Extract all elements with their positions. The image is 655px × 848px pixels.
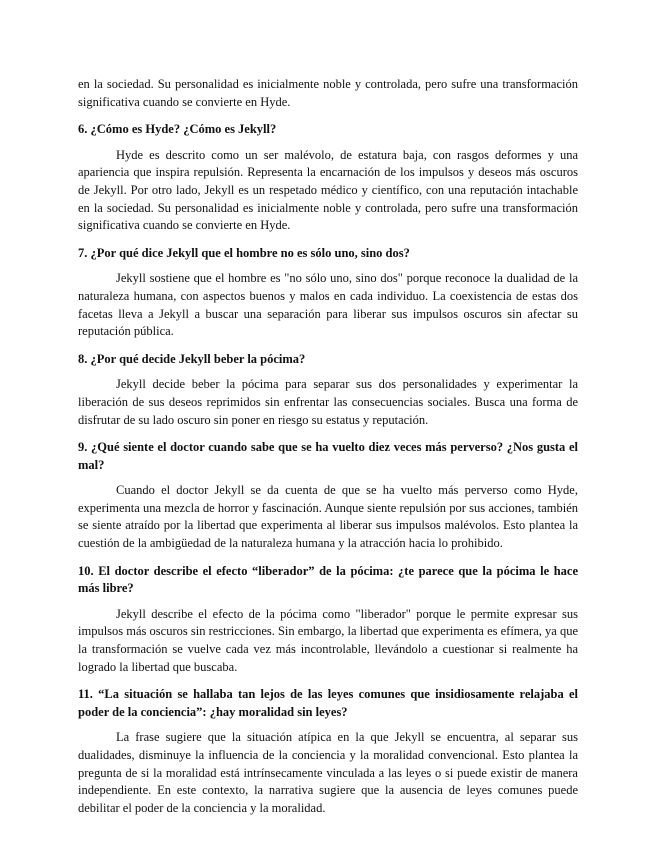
answer-10-paragraph: Jekyll describe el efecto de la pócima como "liberador" porque le permite expresar sus impulsos más oscuros sin restricciones. Sin embargo, la libertad que experimenta es efímera, ya que la transformación se vuelve cada vez más incontrolable, llevándolo a cuestionar si realmente ha logrado la libertad que buscaba. [78,606,578,674]
question-8-heading: 8. ¿Por qué decide Jekyll beber la pócima? [78,351,306,366]
answer-6-paragraph: Hyde es descrito como un ser malévolo, de estatura baja, con rasgos deformes y una apariencia que inspira repulsión. Representa la encarnación de los impulsos y deseos más oscuros de Jekyll. Por otro lado, Jekyll es un respetado médico y científico, con una reputación intachable en la sociedad. Su personalidad es inicialmente noble y controlada, pero sufre una transformación significativa cuando se convierte en Hyde. [78,147,578,233]
question-6-heading: 6. ¿Cómo es Hyde? ¿Cómo es Jekyll? [78,122,277,137]
intro-paragraph: en la sociedad. Su personalidad es inicialmente noble y controlada, pero sufre una transformación significativa cuando se convierte en Hyde. [78,77,578,109]
question-10-heading: 10. El doctor describe el efecto “liberador” de la pócima: ¿te parece que la pócima le hace más libre? [78,563,578,596]
answer-8-paragraph: Jekyll decide beber la pócima para separar sus dos personalidades y experimentar la liberación de sus deseos reprimidos sin enfrentar las consecuencias sociales. Busca una forma de disfrutar de su lado oscuro sin poner en riesgo su estatus y reputación. [78,377,578,427]
answer-9-paragraph: Cuando el doctor Jekyll se da cuenta de que se ha vuelto más perverso como Hyde, experimenta una mezcla de horror y fascinación. Aunque siente repulsión por sus acciones, también se siente atraído por la libertad que experimenta al liberar sus impulsos malévolos. Esto plantea la cuestión de la ambigüedad de la naturaleza humana y la atracción hacia lo prohibido. [78,483,578,551]
document-page [78,76,578,827]
question-9-heading: 9. ¿Qué siente el doctor cuando sabe que se ha vuelto diez veces más perverso? ¿Nos gusta el mal? [78,440,578,472]
answer-11-paragraph: La frase sugiere que la situación atípica en la que Jekyll se encuentra, al separar sus dualidades, disminuye la influencia de la conciencia y la moralidad convencional. Esto plantea la pregunta de si la moralidad está intrínsecamente vinculada a las leyes o si puede existir de manera independiente. En este contexto, la narrativa sugiere que la ausencia de leyes comunes puede debilitar el poder de la conciencia y la moralidad. [78,730,578,815]
question-7-heading: 7. ¿Por qué dice Jekyll que el hombre no es sólo uno, sino dos? [78,245,410,260]
question-11-heading: 11. “La situación se hallaba tan lejos de las leyes comunes que insidiosamente relajaba el poder de la conciencia”: ¿hay moralidad sin leyes? [78,687,578,719]
answer-7-paragraph: Jekyll sostiene que el hombre es "no sólo uno, sino dos" porque reconoce la dualidad de la naturaleza humana, con aspectos buenos y malos en cada individuo. La coexistencia de estas dos facetas lleva a Jekyll a buscar una separación para liberar sus impulsos oscuros sin afectar su reputación pública. [78,271,578,339]
